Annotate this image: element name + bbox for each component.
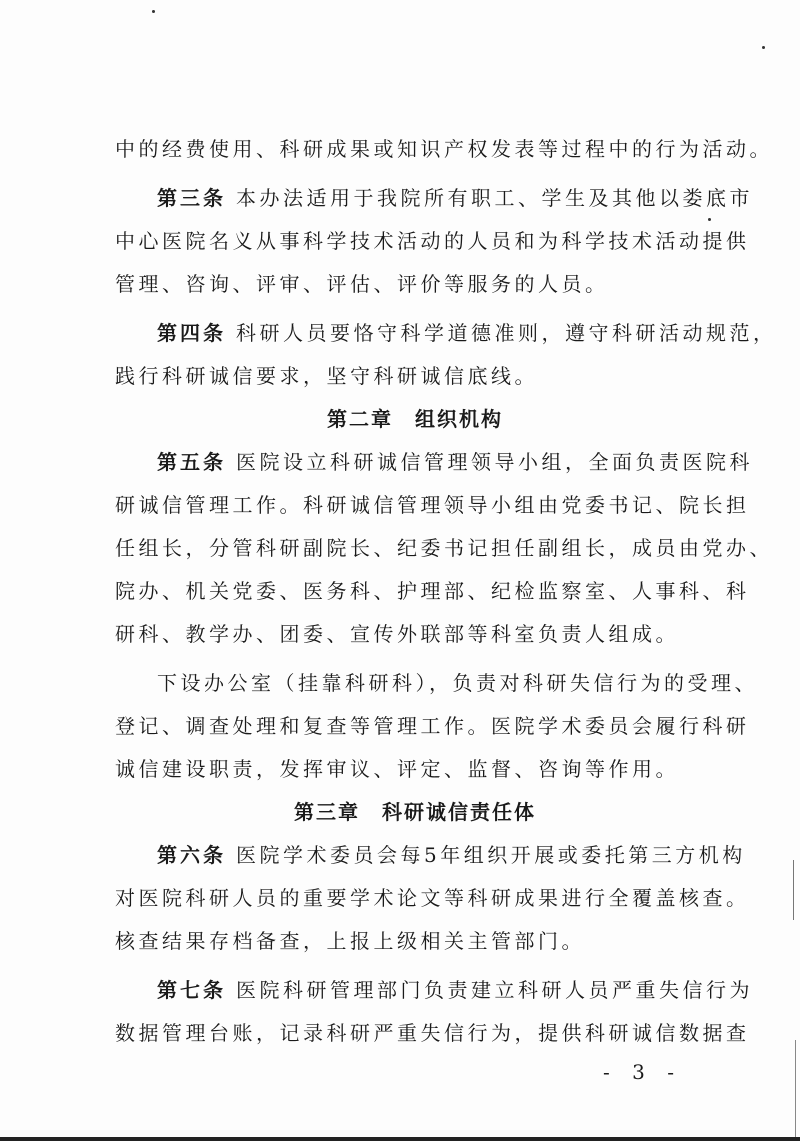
article-3: [115, 177, 753, 220]
text-line: 数据管理台账，记录科研严重失信行为，提供科研诚信数据查: [115, 1021, 750, 1045]
text-line: 院办、机关党委、医务科、护理部、纪检监察室、人事科、科: [115, 579, 750, 603]
text-line: 研诚信管理工作。科研诚信管理领导小组由党委书记、院长担: [115, 493, 750, 517]
text-line: 医院设立科研诚信管理领导小组，全面负责医院科: [236, 450, 753, 474]
scan-artifact-dot: [152, 10, 155, 13]
article-label: 第五条: [157, 450, 226, 474]
page-number: - 3 -: [603, 1060, 682, 1084]
article-label: 第三条: [157, 186, 226, 210]
text-line: 管理、咨询、评审、评估、评价等服务的人员。: [115, 272, 609, 296]
article-7: [115, 969, 753, 1012]
text-line: 科研人员要恪守科学道德准则，遵守科研活动规范，: [236, 321, 777, 345]
article-6: [115, 834, 746, 877]
scan-bottom-edge: [0, 1137, 800, 1141]
text-line: 对医院科研人员的重要学术论文等科研成果进行全覆盖核查。: [115, 886, 750, 910]
text-line: 践行科研诚信要求，坚守科研诚信底线。: [115, 364, 538, 388]
text-line: 中心医院名义从事科学技术活动的人员和为科学技术活动提供: [115, 229, 750, 253]
article-4: [115, 312, 777, 355]
text-line: 任组长，分管科研副院长、纪委书记担任副组长，成员由党办、: [115, 536, 773, 560]
text-line: 研科、教学办、团委、宣传外联部等科室负责人组成。: [115, 622, 679, 646]
text-line: 下设办公室（挂靠科研科），负责对科研失信行为的受理、: [157, 671, 758, 695]
scan-artifact-line: [793, 860, 794, 920]
text-line: 登记、调查处理和复查等管理工作。医院学术委员会履行科研: [115, 714, 750, 738]
article-label: 第六条: [157, 843, 226, 867]
article-label: 第七条: [157, 978, 226, 1002]
chapter-heading: 第二章 组织机构: [327, 407, 503, 431]
text-line: 本办法适用于我院所有职工、学生及其他以娄底市: [236, 186, 753, 210]
scan-artifact-line: [795, 1040, 796, 1141]
chapter-heading: 第三章 科研诚信责任体: [294, 800, 536, 824]
scan-artifact-dot: [762, 46, 765, 49]
text-line: 诚信建设职责，发挥审议、评定、监督、咨询等作用。: [115, 757, 679, 781]
text-line: 核查结果存档备查，上报上级相关主管部门。: [115, 929, 585, 953]
text-line: 医院学术委员会每5年组织开展或委托第三方机构: [236, 843, 746, 867]
document-body: [115, 128, 777, 1055]
text-line: 医院科研管理部门负责建立科研人员严重失信行为: [236, 978, 753, 1002]
article-5: [115, 441, 753, 484]
text-line: 中的经费使用、科研成果或知识产权发表等过程中的行为活动。: [115, 137, 773, 161]
article-label: 第四条: [157, 321, 226, 345]
